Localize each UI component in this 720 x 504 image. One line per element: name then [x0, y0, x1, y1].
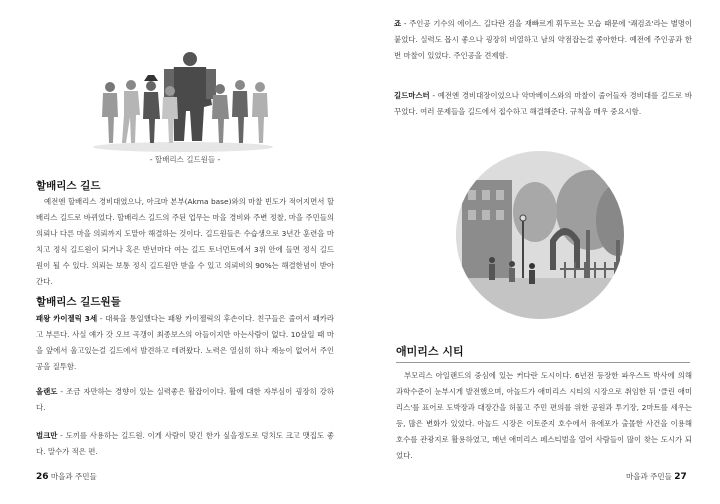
guild-members-illustration	[88, 45, 278, 155]
member-entry	[394, 16, 692, 64]
guild-members-drawing	[88, 45, 278, 155]
members-section-title: 할배리스 길드원들	[36, 296, 121, 308]
member-description: - 예전엔 경비대장이었으나 악마베이스와의 마찰이 줄어들자 경비대를 길드로 바꾸었다. 여러 문제들을 길드에서 접수하고 해결해준다. 규칙을 매우 중요시함.	[394, 91, 692, 116]
footer-label: 마을과 주민들	[50, 472, 97, 481]
guild-section-title: 할배리스 길드	[36, 180, 101, 192]
illustration-caption: - 할배리스 길드원들 -	[149, 155, 221, 164]
member-entry	[36, 384, 334, 416]
member-entry	[36, 311, 334, 375]
city-illustration	[440, 150, 640, 320]
city-drawing	[440, 150, 640, 320]
member-description: - 도끼를 사용하는 길드원. 이게 사람이 맞긴 한가 싶을정도로 덩치도 크고 맷집도 좋다. 말수가 적은 편.	[36, 431, 334, 456]
member-name: 죠	[394, 19, 402, 28]
member-name: 길드마스터	[394, 91, 430, 100]
member-entry	[36, 428, 334, 460]
right-page	[360, 0, 720, 504]
section-divider	[396, 362, 690, 363]
member-name: 패왕 카이젤릭 3세	[36, 314, 98, 323]
page-footer	[626, 471, 687, 482]
member-description: - 조금 자만하는 경향이 있는 실력좋은 활잡이이다. 활에 대한 자부심이 굉장히 강하다.	[36, 387, 334, 412]
member-description: - 주인공 기수의 에이스. 길다란 검을 재빠르게 휘두르는 모습 때문에 '쾌검죠'라는 별명이 붙었다. 실력도 몹시 좋으나 굉장히 비열하고 남의 약점잡는걸 좋아한다. 예전에 주인공과 한번 마찰이 있었다. 주인공을 견제함.	[394, 19, 692, 60]
guild-description: 예전엔 할배리스 경비대였으나, 아크마 본부(Akma base)와의 마찰 빈도가 적어지면서 할배리스 길드로 바뀌었다. 할배리스 길드의 주된 업무는 마을 경비와 주변 정찰, 마을 주민들의 의뢰나 다른 마을 의뢰까지 도맡아 해결하는 것이다. 길드원들은 수습생으로 3년간 훈련을 마치고 정식 길드원이 되거나 혹은 반년마다 여는 길드 토너먼트에서 3위 안에 들면 정식 길드원이 될 수 있다. 의뢰는 보통 정식 길드원만 받을 수 있고 의뢰비의 90%는 해결한념이 받아간다.	[36, 197, 334, 286]
footer-label: 마을과 주민들	[626, 472, 672, 481]
member-name: 벌크만	[36, 431, 58, 440]
page-number: 26	[36, 472, 49, 482]
member-description: - 대륙을 통일했다는 패왕 카이젤릭의 후손이다. 친구들은 줄여서 패카라고 부른다. 사실 얘가 갓 오브 곡갱이 최종보스의 아들이지만 아는사람이 없다. 10살일 때 마을 앞에서 울고있는걸 길드에서 발견하고 데려왔다. 노력은 열심히 하나 재능이 없어서 주인공을 질투함.	[36, 314, 334, 371]
member-entry	[394, 88, 692, 120]
city-section-title: 애미리스 시티	[396, 345, 464, 358]
city-description: 부모리스 아일랜드의 중심에 있는 커다란 도시이다. 6년전 등장한 파우스트 박사에 의해 과학수준이 눈부시게 발전했으며, 아놀드가 애미리스 시티의 시장으로 취임한 뒤 '클린 애미리스'를 표어로 도박장과 대장간을 허물고 주민 편의를 위한 공원과 투기장, 2마트를 세우는 등, 많은 변화가 있었다. 아놀드 시장은 이토준지 호수에서 유에포가 출몰한 사건을 이용해 호수를 관광지로 활용하였고, 매년 애미리스 페스티벌을 열어 사람들이 많이 찾는 도시가 되었다.	[396, 371, 692, 460]
page-number: 27	[674, 472, 687, 482]
page-footer	[36, 471, 97, 482]
member-name: 올랜도	[36, 387, 58, 396]
